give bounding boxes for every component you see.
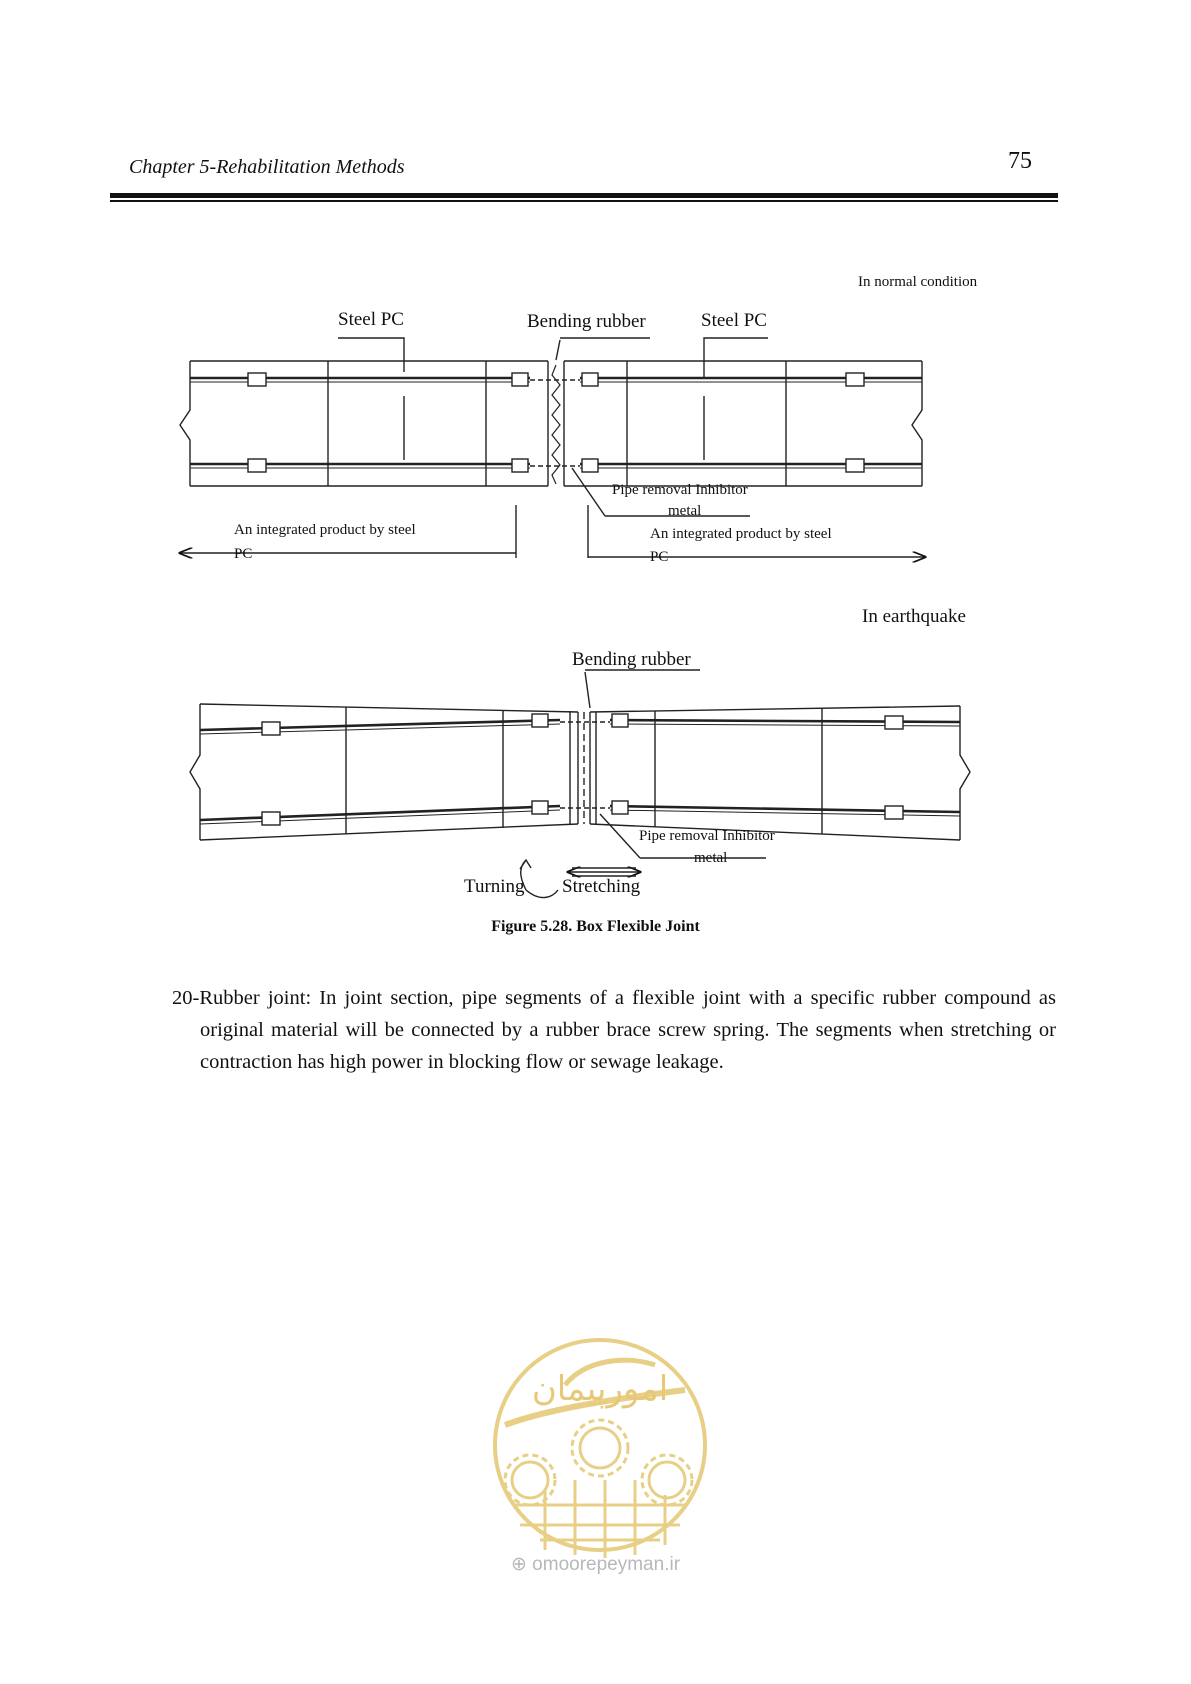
chapter-title: Chapter 5-Rehabilitation Methods (129, 156, 405, 178)
bending-rubber-top-label: Bending rubber (527, 311, 646, 332)
integrated-right-line1: An integrated product by steel (650, 526, 832, 542)
watermark-logo (485, 1330, 715, 1580)
earthquake-condition-label: In earthquake (862, 606, 966, 627)
integrated-left-line2: PC (234, 546, 253, 562)
turning-label: Turning (464, 876, 525, 897)
pipe-removal-bottom-line1: Pipe removal Inhibitor (639, 828, 775, 844)
page-number: 75 (1008, 148, 1032, 174)
steel-pc-right-label: Steel PC (701, 310, 767, 331)
normal-condition-label: In normal condition (858, 274, 978, 290)
figure-caption: Figure 5.28. Box Flexible Joint (491, 918, 700, 935)
pipe-removal-top-line2: metal (668, 503, 702, 519)
body-paragraph (172, 982, 1056, 1078)
integrated-left-line1: An integrated product by steel (234, 522, 416, 538)
pipe-removal-top-line1: Pipe removal Inhibitor (612, 482, 748, 498)
watermark-url (0, 1553, 1191, 1576)
steel-pc-left-label: Steel PC (338, 309, 404, 330)
stretching-label: Stretching (562, 876, 641, 897)
earthquake-panel (190, 670, 970, 898)
pipe-removal-bottom-line2: metal (694, 850, 728, 866)
globe-icon: ⊕ (510, 1554, 527, 1575)
integrated-right-line2: PC (650, 549, 669, 565)
watermark-logo-text: امورپیمان (531, 1369, 669, 1409)
watermark-url-text: omoorepeyman.ir (532, 1554, 681, 1575)
rubber-joint-paragraph: 20-Rubber joint: In joint section, pipe segments of a flexible joint with a specific rubber compound as original material will be connected by a rubber brace screw spring. The segments when stretching or contraction has high power in blocking flow or sewage leakage. (172, 987, 1056, 1073)
bending-rubber-bottom-label: Bending rubber (572, 649, 691, 670)
